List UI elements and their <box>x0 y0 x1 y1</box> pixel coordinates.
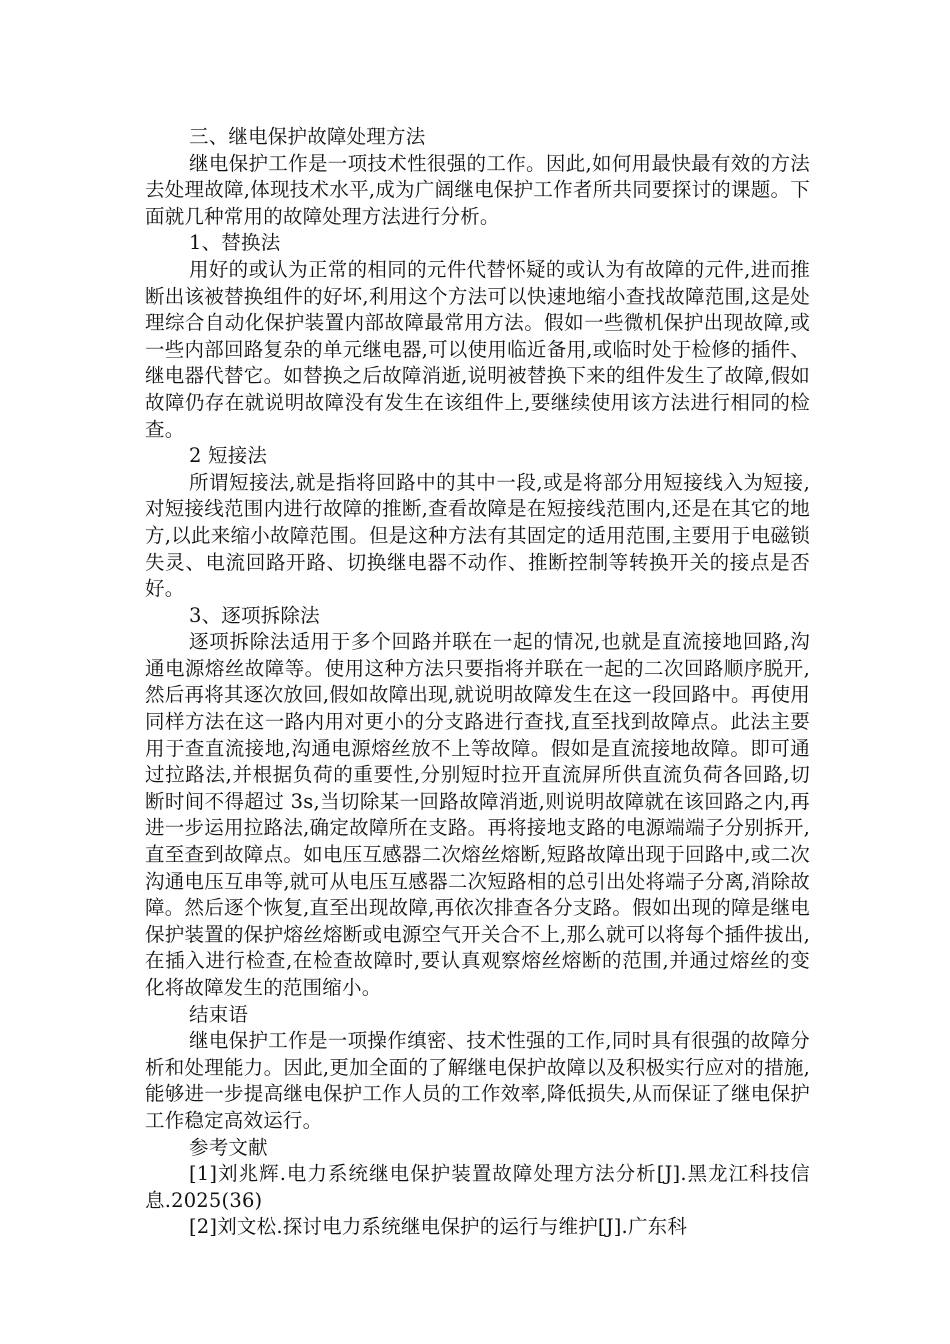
method1-paragraph: 用好的或认为正常的相同的元件代替怀疑的或认为有故障的元件,进而推断出该被替换组件的好坏,利用这个方法可以快速地缩小查找故障范围,这是处理综合自动化保护装置内部故障最常用方法。假如一些微机保护出现故障,或一些内部回路复杂的单元继电器,可以使用临近备用,或临时处于检修的插件、继电器代替它。如替换之后故障消逝,说明被替换下来的组件发生了故障,假如故障仍存在就说明故障没有发生在该组件上,要继续使用该方法进行相同的检查。 <box>145 257 810 441</box>
reference-item-1: [1]刘兆辉.电力系统继电保护装置故障处理方法分析[J].黑龙江科技信息.2025(36) <box>145 1162 810 1212</box>
document-body <box>145 124 810 1241</box>
method3-paragraph: 逐项拆除法适用于多个回路并联在一起的情况,也就是直流接地回路,沟通电源熔丝故障等。使用这种方法只要指将并联在一起的二次回路顺序脱开,然后再将其逐次放回,假如故障出现,就说明故障发生在这一段回路中。再使用同样方法在这一路内用对更小的分支路进行查找,直至找到故障点。此法主要用于查直流接地,沟通电源熔丝放不上等故障。假如是直流接地故障。即可通过拉路法,并根据负荷的重要性,分别短时拉开直流屏所供直流负荷各回路,切断时间不得超过 3s,当切除某一回路故障消逝,则说明故障就在该回路之内,再进一步运用拉路法,确定故障所在支路。再将接地支路的电源端端子分别拆开,直至查到故障点。如电压互感器二次熔丝熔断,短路故障出现于回路中,或二次沟通电压互串等,就可从电压互感器二次短路相的总引出处将端子分离,消除故障。然后逐个恢复,直至出现故障,再依次排查各分支路。假如出现的障是继电保护装置的保护熔丝熔断或电源空气开关合不上,那么就可以将每个插件拔出,在插入进行检查,在检查故障时,要认真观察熔丝熔断的范围,并通过熔丝的变化将故障发生的范围缩小。 <box>145 630 810 999</box>
method1-title: 1、替换法 <box>189 231 281 255</box>
section-title: 三、继电保护故障处理方法 <box>189 125 426 148</box>
method3-title: 3、逐项拆除法 <box>189 603 320 627</box>
method2-title: 2 短接法 <box>189 444 268 468</box>
method2-paragraph: 所谓短接法,就是指将回路中的其中一段,或是将部分用短接线入为短接,对短接线范围内进行故障的推断,查看故障是在短接线范围内,还是在其它的地方,以此来缩小故障范围。但是这种方法有其固定的适用范围,主要用于电磁锁失灵、电流回路开路、切换继电器不动作、推断控制等转换开关的接点是否好。 <box>145 470 810 601</box>
conclusion-title: 结束语 <box>189 1002 249 1026</box>
reference-item-2: [2]刘文松.探讨电力系统继电保护的运行与维护[J].广东科 <box>189 1215 688 1239</box>
conclusion-paragraph: 继电保护工作是一项操作缜密、技术性强的工作,同时具有很强的故障分析和处理能力。因此,更加全面的了解继电保护故障以及积极实行应对的措施,能够进一步提高继电保护工作人员的工作效率,降低损失,从而保证了继电保护工作稳定高效运行。 <box>145 1029 810 1132</box>
references-title: 参考文献 <box>189 1135 268 1159</box>
intro-paragraph: 继电保护工作是一项技术性很强的工作。因此,如何用最快最有效的方法去处理故障,体现技术水平,成为广阔继电保护工作者所共同要探讨的课题。下面就几种常用的故障处理方法进行分析。 <box>145 151 810 228</box>
